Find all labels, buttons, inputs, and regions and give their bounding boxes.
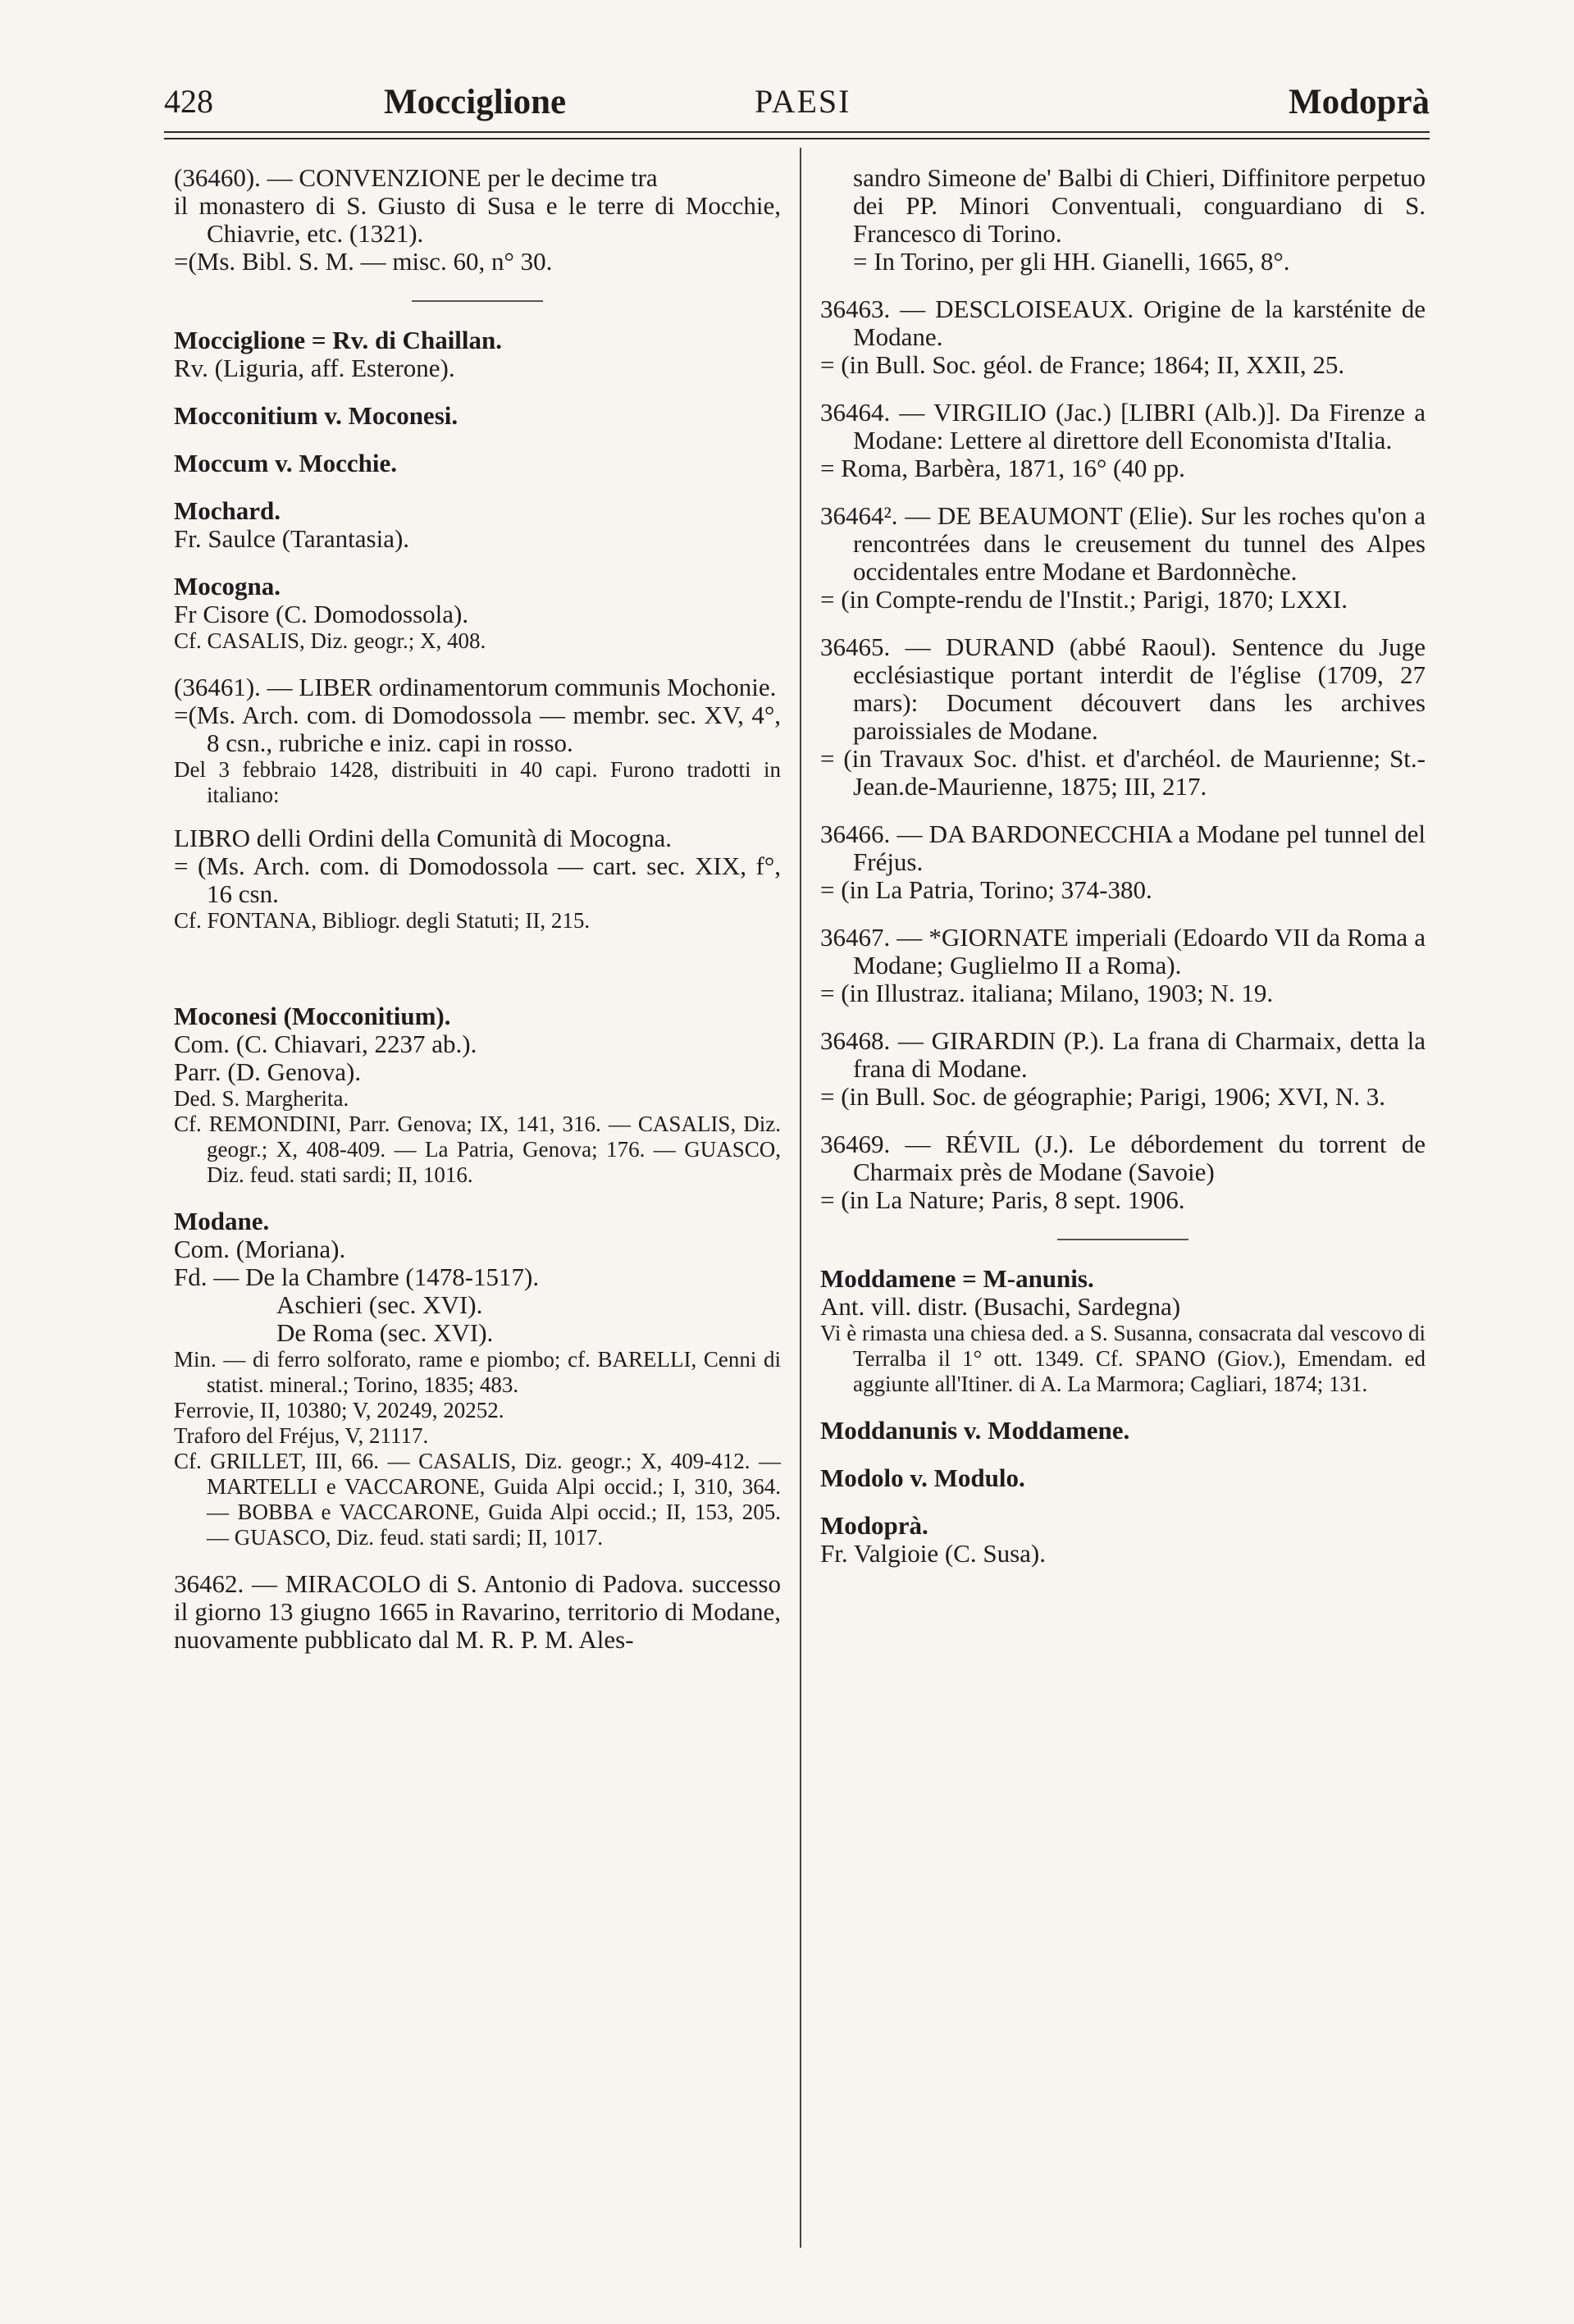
entry-text: sandro Simeone de' Balbi di Chieri, Diffinitore perpetuo dei PP. Minori Conventuali, conguardiano di S. Francesco di Torino. [853,163,1426,248]
entry-36464 [820,399,1426,482]
entry-36461 [174,673,781,934]
entry-text: Fr. Saulce (Tarantasia). [174,524,410,553]
running-header [164,75,1430,125]
entry-mocconitium: Mocconitium v. Moconesi. [174,401,459,430]
entry-moccum: Moccum v. Mocchie. [174,449,398,477]
entry-36469 [820,1130,1426,1214]
entry-text: Fr Cisore (C. Domodossola). [174,600,469,628]
left-keyword: Mocciglione [384,83,567,121]
entry-text: il monastero di S. Giusto di Susa e le terre di Mocchie, Chiavrie, etc. (1321). [174,191,781,248]
entry-moconesi [174,1002,781,1188]
entry-citation: = Roma, Barbèra, 1871, 16° (40 pp. [820,454,1185,482]
entry-text: 36464². — DE BEAUMONT (Elie). Sur les roches qu'on a rencontrées dans le creusement du tunnel des Alpes occidentales entre Modane et Bardonnèche. [820,501,1426,586]
entry-text: 36466. — DA BARDONECCHIA a Modane pel tunnel del Fréjus. [820,820,1426,876]
entry-text: (36460). — CONVENZIONE per le decime tra [174,163,658,192]
entry-text: Ferrovie, II, 10380; V, 20249, 20252. [174,1398,504,1422]
entry-heading: Modoprà. [820,1511,928,1540]
entry-36460 [174,164,781,276]
entry-citation: Cf. CASALIS, Diz. geogr.; X, 408. [174,628,486,653]
entry-citation: = (in Compte-rendu de l'Instit.; Parigi, 1870; LXXI. [820,585,1348,614]
entry-citation: Cf. GRILLET, III, 66. — CASALIS, Diz. geogr.; X, 409-412. — MARTELLI e VACCARONE, Guida Alpi occid.; I, 310, 364. — BOBBA e VACCARONE, Guida Alpi occid.; II, 153, 205. — GUASCO, Diz. feud. stati sardi; II, 1017. [174,1449,781,1550]
entry-36465 [820,633,1426,801]
entry-citation: Cf. REMONDINI, Parr. Genova; IX, 141, 316. — CASALIS, Diz. geogr.; X, 408-409. — La Patria, Genova; 176. — GUASCO, Diz. feud. stati sardi; II, 1016. [174,1112,781,1187]
entry-text: Fr. Valgioie (C. Susa). [820,1539,1046,1568]
entry-modane [174,1208,781,1550]
entry-36462: 36462. — MIRACOLO di S. Antonio di Padova. successo il giorno 13 giugno 1665 in Ravarino, territorio di Modane, nuovamente pubblicato dal M. R. P. M. Ales- [174,1569,781,1654]
entry-mocogna [174,573,781,654]
short-divider [412,300,543,302]
entry-text: 36464. — VIRGILIO (Jac.) [LIBRI (Alb.)]. Da Firenze a Modane: Lettere al direttore dell Economista d'Italia. [820,398,1426,454]
entry-text: 36463. — DESCLOISEAUX. Origine de la karsténite de Modane. [820,294,1426,351]
entry-note: Vi è rimasta una chiesa ded. a S. Susanna, consacrata dal vescovo di Terralba il 1° ott. 1349. Cf. SPANO (Giov.), Emendam. ed aggiunte all'Itiner. di A. La Marmora; Cagliari, 1874; 131. [820,1321,1426,1396]
header-rule-bottom [164,138,1430,139]
entry-citation: = (in La Nature; Paris, 8 sept. 1906. [820,1185,1185,1214]
right-column [820,164,1426,1587]
entry-modopra [820,1512,1426,1568]
entry-text: 36465. — DURAND (abbé Raoul). Sentence du Juge ecclésiastique portant interdit de l'église (1709, 27 mars): Document découvert dans les archives paroissiales de Modane. [820,632,1426,745]
right-keyword: Modoprà [1289,83,1430,121]
entry-text: (36461). — LIBER ordinamentorum communis Mochonie. [174,673,777,701]
entry-mocciglione [174,326,781,382]
entry-text: Ant. vill. distr. (Busachi, Sardegna) [820,1292,1181,1321]
header-rule-top [164,131,1430,133]
entry-heading: Modane. [174,1207,270,1235]
entry-text: Rv. (Liguria, aff. Esterone). [174,354,455,382]
entry-moddamene [820,1265,1426,1397]
entry-heading: Mochard. [174,496,281,525]
entry-36462-continued [820,164,1426,276]
entry-citation: = (in Bull. Soc. de géographie; Parigi, 1906; XVI, N. 3. [820,1082,1386,1111]
entry-moddanunis: Moddanunis v. Moddamene. [820,1416,1130,1445]
entry-heading: Mocciglione = Rv. di Chaillan. [174,326,503,354]
entry-text: 36468. — GIRARDIN (P.). La frana di Charmaix, detta la frana di Modane. [820,1026,1426,1083]
entry-text: Com. (Moriana). [174,1235,346,1263]
entry-36463 [820,295,1426,379]
entry-citation: = In Torino, per gli HH. Gianelli, 1665, 8°. [853,247,1290,276]
entry-citation: Cf. FONTANA, Bibliogr. degli Statuti; II, 215. [174,908,591,933]
entry-citation: = (in La Patria, Torino; 374-380. [820,875,1152,904]
entry-citation: = (in Illustraz. italiana; Milano, 1903; N. 19. [820,979,1274,1007]
entry-text: Parr. (D. Genova). [174,1057,362,1086]
page-number: 428 [164,83,213,120]
entry-36468 [820,1027,1426,1111]
entry-text: LIBRO delli Ordini della Comunità di Mocogna. [174,824,672,852]
entry-mochard [174,497,781,553]
entry-text: 36467. — *GIORNATE imperiali (Edoardo VII da Roma a Modane; Guglielmo II a Roma). [820,923,1426,979]
entry-heading: Moddamene = M-anunis. [820,1264,1094,1293]
entry-36464-2 [820,502,1426,614]
entry-note: Del 3 febbraio 1428, distribuiti in 40 capi. Furono tradotti in italiano: [174,757,781,807]
section-title: PAESI [755,83,851,120]
entry-text: Ded. S. Margherita. [174,1086,349,1111]
short-divider [1057,1239,1188,1240]
entry-text: = (Ms. Arch. com. di Domodossola — cart. sec. XIX, f°, 16 csn. [174,852,781,908]
entry-citation: = (in Travaux Soc. d'hist. et d'archéol. de Maurienne; St.-Jean.de-Maurienne, 1875; III, 217. [820,744,1426,801]
entry-heading: Mocogna. [174,572,281,600]
entry-text: De Roma (sec. XVI). [276,1318,494,1347]
entry-text: Com. (C. Chiavari, 2237 ab.). [174,1030,477,1058]
entry-text: Fd. — De la Chambre (1478-1517). [174,1262,540,1291]
entry-heading: Moconesi (Mocconitium). [174,1002,451,1030]
entry-modolo: Modolo v. Modulo. [820,1463,1025,1492]
entry-36466 [820,820,1426,904]
entry-text: Traforo del Fréjus, V, 21117. [174,1423,429,1448]
entry-text: Aschieri (sec. XVI). [276,1290,483,1319]
entry-citation: = (in Bull. Soc. géol. de France; 1864; II, XXII, 25. [820,350,1345,379]
entry-36467 [820,924,1426,1007]
column-separator [800,148,801,2248]
entry-text: 36469. — RÉVIL (J.). Le débordement du torrent de Charmaix près de Modane (Savoie) [820,1130,1426,1186]
entry-citation: =(Ms. Bibl. S. M. — misc. 60, n° 30. [174,247,553,276]
left-column [174,164,781,1673]
entry-text: Min. — di ferro solforato, rame e piombo; cf. BARELLI, Cenni di statist. mineral.; Torino, 1835; 483. [174,1347,781,1397]
entry-text: =(Ms. Arch. com. di Domodossola — membr. sec. XV, 4°, 8 csn., rubriche e iniz. capi in rosso. [174,701,781,757]
